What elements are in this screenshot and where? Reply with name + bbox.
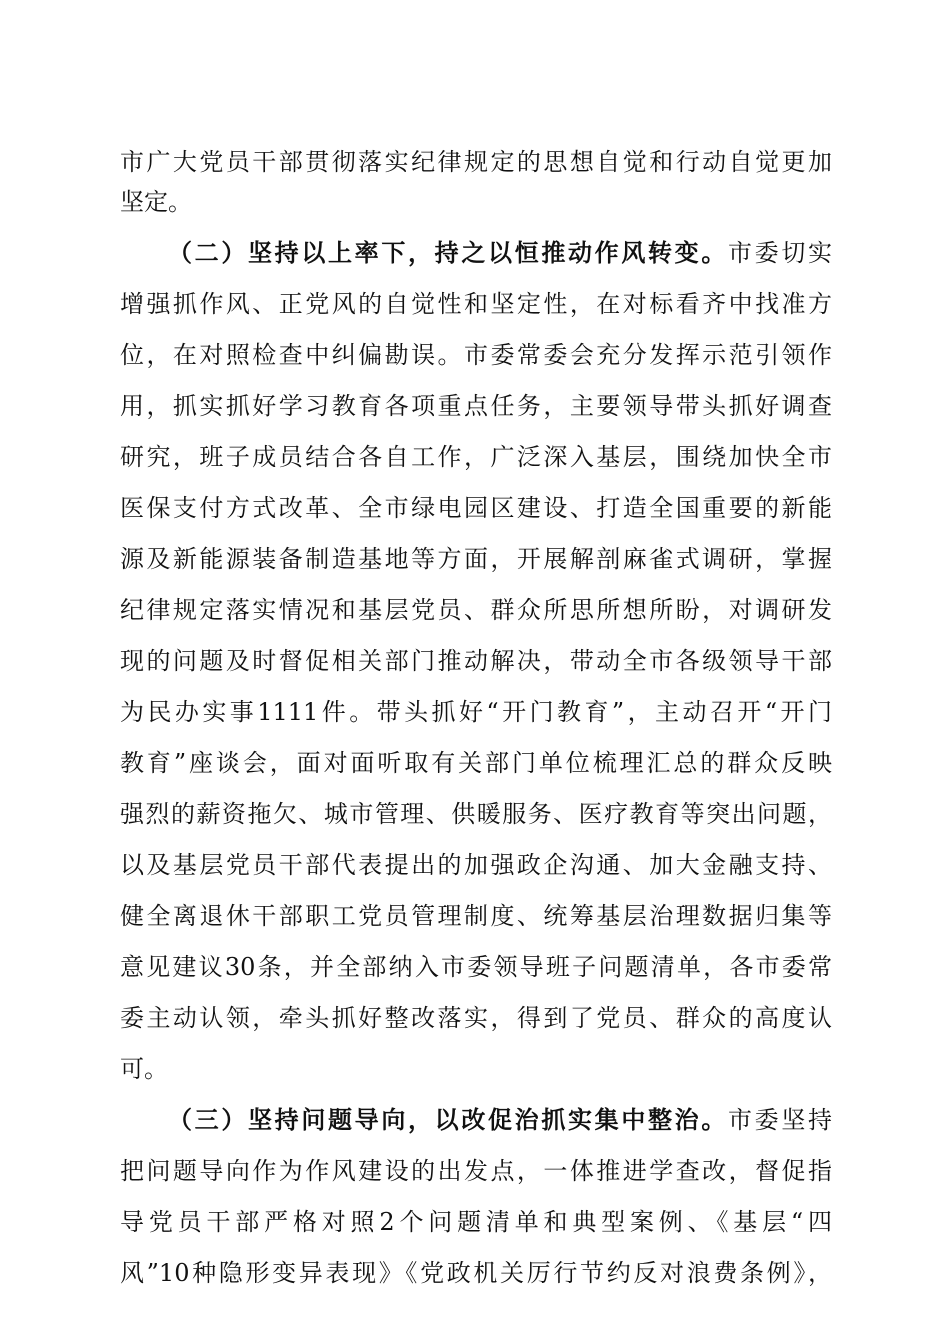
paragraph-2-first-line <box>168 233 832 273</box>
paragraph-2-line: 教育”座谈会，面对面听取有关部门单位梳理汇总的群众反映 <box>120 749 832 777</box>
section-heading-3: （三）坚持问题导向，以改促治抓实集中整治。 <box>168 1105 728 1134</box>
paragraph-3-first-line <box>168 1100 832 1140</box>
paragraph-2-line: 增强抓作风、正党风的自觉性和坚定性，在对标看齐中找准方 <box>120 290 832 318</box>
paragraph-2-line: 健全离退休干部职工党员管理制度、统筹基层治理数据归集等 <box>120 902 832 930</box>
paragraph-2-line: 纪律规定落实情况和基层党员、群众所思所想所盼，对调研发 <box>120 596 832 624</box>
paragraph-2-line: 强烈的薪资拖欠、城市管理、供暖服务、医疗教育等突出问题， <box>120 800 832 828</box>
paragraph-2-line: 位，在对照检查中纠偏勘误。市委常委会充分发挥示范引领作 <box>120 341 832 369</box>
section-heading-2: （二）坚持以上率下，持之以恒推动作风转变。 <box>168 238 728 267</box>
paragraph-2-first-rest: 市委切实 <box>728 239 832 267</box>
paragraph-3-line: 把问题导向作为作风建设的出发点，一体推进学查改，督促指 <box>120 1157 832 1185</box>
paragraph-3-line: 导党员干部严格对照2个问题清单和典型案例、《基层“四 <box>120 1208 832 1236</box>
paragraph-2-line: 可。 <box>120 1055 168 1083</box>
paragraph-2-line: 为民办实事1111件。带头抓好“开门教育”，主动召开“开门 <box>120 698 832 726</box>
paragraph-2-line: 以及基层党员干部代表提出的加强政企沟通、加大金融支持、 <box>120 851 832 879</box>
paragraph-2-line: 研究，班子成员结合各自工作，广泛深入基层，围绕加快全市 <box>120 443 832 471</box>
paragraph-2-line: 用，抓实抓好学习教育各项重点任务，主要领导带头抓好调查 <box>120 392 832 420</box>
paragraph-2-line: 源及新能源装备制造基地等方面，开展解剖麻雀式调研，掌握 <box>120 545 832 573</box>
paragraph-3-first-rest: 市委坚持 <box>728 1106 832 1134</box>
paragraph-2-line: 医保支付方式改革、全市绿电园区建设、打造全国重要的新能 <box>120 494 832 522</box>
paragraph-3-line: 风”10种隐形变异表现》《党政机关厉行节约反对浪费条例》， <box>120 1259 832 1287</box>
paragraph-2-line: 委主动认领，牵头抓好整改落实，得到了党员、群众的高度认 <box>120 1004 832 1032</box>
paragraph-1-line-1: 市广大党员干部贯彻落实纪律规定的思想自觉和行动自觉更加 <box>120 148 832 176</box>
paragraph-1-line-2: 坚定。 <box>120 188 192 216</box>
paragraph-2-line: 现的问题及时督促相关部门推动解决，带动全市各级领导干部 <box>120 647 832 675</box>
paragraph-2-line: 意见建议30条，并全部纳入市委领导班子问题清单，各市委常 <box>120 953 832 981</box>
